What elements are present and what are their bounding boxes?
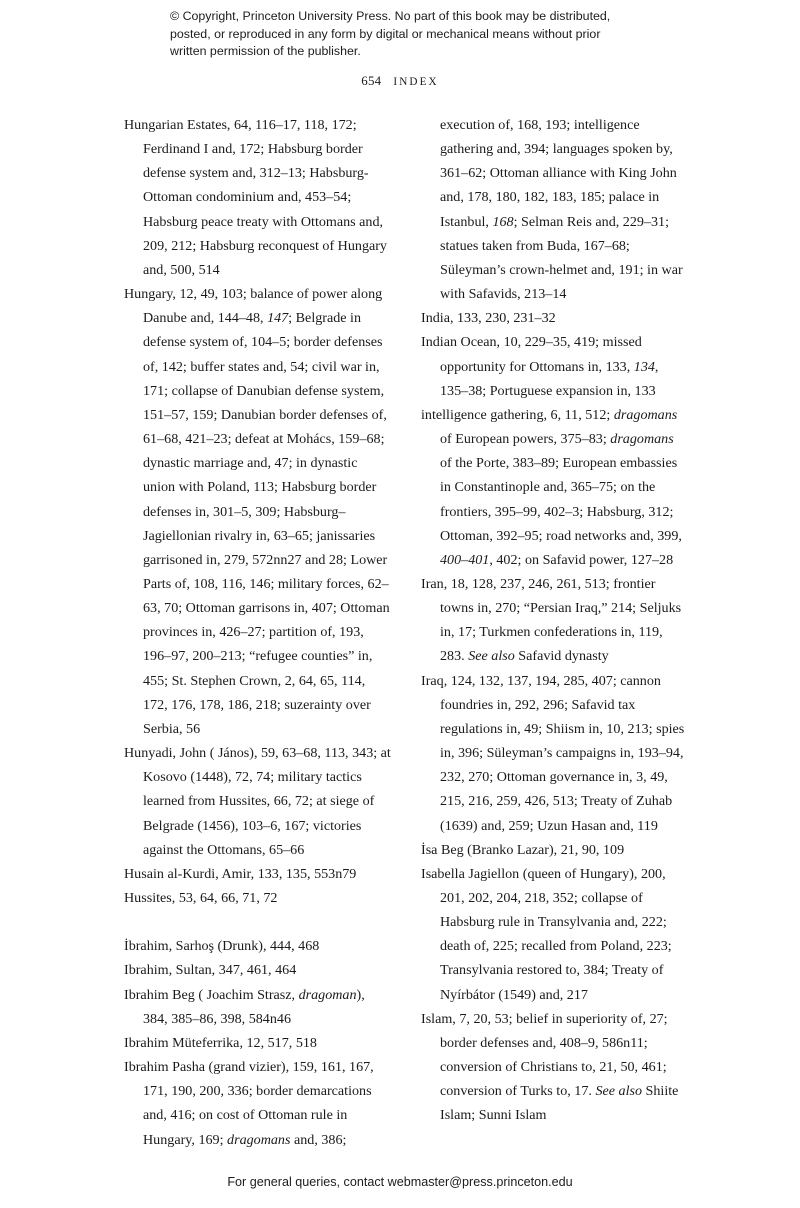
index-entry-hussites: Hussites, 53, 64, 66, 71, 72	[124, 890, 278, 906]
index-entry-ibrahim-muteferrika: Ibrahim Müteferrika, 12, 517, 518	[124, 1034, 317, 1051]
index-entry-isabella-jagiellon: Isabella Jagiellon (queen of Hungary), 200, 201, 202, 204, 218, 352; collapse of Habsburg rule in Transylvania and, 222; death of, 225; recalled from Poland, 223; Transylvania restored to, 384; Treaty of Nyírbátor (1549) and, 217	[421, 865, 672, 1003]
page-folio-number: 654	[361, 73, 382, 88]
index-entry-hungarian-estates: Hungarian Estates, 64, 116–17, 118, 172; Ferdinand I and, 172; Habsburg border defense system and, 312–13; Habsburg-Ottoman condominium and, 453–54; Habsburg peace treaty with Ottomans and, 209, 212; Habsburg reconquest of Hungary and, 500, 514	[124, 117, 387, 278]
index-entry-ibrahim-sarhos: İbrahim, Sarhoş (Drunk), 444, 468	[124, 938, 320, 955]
index-body	[124, 113, 688, 1148]
index-column-right	[421, 113, 688, 1124]
index-entry-hunyadi-john: Hunyadi, John ( János), 59, 63–68, 113, 343; at Kosovo (1448), 72, 74; military tactics learned from Hussites, 66, 72; at siege of Belgrade (1456), 103–6, 167; victories against the Ottomans, 65–66	[124, 745, 391, 858]
index-entry-ibrahim-pasha: Ibrahim Pasha (grand vizier), 159, 161, 167, 171, 190, 200, 336; border demarcations and, 416; on cost of Ottoman rule in Hungary, 169; dragomans and, 386;	[124, 1059, 374, 1148]
index-entry-ibrahim-sultan: Ibrahim, Sultan, 347, 461, 464	[124, 962, 297, 979]
index-entry-husain-al-kurdi: Husain al-Kurdi, Amir, 133, 135, 553n79	[124, 865, 357, 882]
index-entry-indian-ocean: Indian Ocean, 10, 229–35, 419; missed opportunity for Ottomans in, 133, 134, 135–38; Portuguese expansion in, 133	[421, 334, 659, 399]
index-column-left	[124, 113, 391, 1148]
index-entry-iraq: Iraq, 124, 132, 137, 194, 285, 407; cannon foundries in, 292, 296; Safavid tax regulations in, 49; Shiism in, 10, 213; spies in, 396; Süleyman’s campaigns in, 193–94, 232, 270; Ottoman governance in, 3, 49, 215, 216, 259, 426, 513; Treaty of Zuhab (1639) and, 259; Uzun Hasan and, 119	[421, 672, 685, 834]
index-entry-iran: Iran, 18, 128, 237, 246, 261, 513; frontier towns in, 270; “Persian Iraq,” 214; Seljuks in, 17; Turkmen confederations in, 119, 283. See also Safavid dynasty	[421, 575, 682, 665]
footer-notice: For general queries, contact webmaster@press.princeton.edu	[227, 1175, 573, 1189]
index-entry-intelligence-gathering: intelligence gathering, 6, 11, 512; dragomans of European powers, 375–83; dragomans of the Porte, 383–89; European embassies in Constantinople and, 365–75; on the frontiers, 395–99, 402–3; Habsburg, 312; Ottoman, 392–95; road networks and, 399, 400–401, 402; on Safavid power, 127–28	[421, 406, 682, 568]
copyright-notice: © Copyright, Princeton University Press. No part of this book may be distributed, posted, or reproduced in any form by digital or mechanical means without prior written permission of the publisher.	[170, 9, 611, 59]
index-entry-islam: Islam, 7, 20, 53; belief in superiority of, 27; border defenses and, 408–9, 586n11; conversion of Christians to, 21, 50, 461; conversion of Turks to, 17. See also Shiite Islam; Sunni Islam	[421, 1010, 679, 1124]
running-head	[0, 73, 800, 89]
index-entry-ibrahim-pasha-continued: execution of, 168, 193; intelligence gathering and, 394; languages spoken by, 361–62; Ottoman alliance with King John and, 178, 180, 182, 183, 185; palace in Istanbul, 168; Selman Reis and, 229–31; statues taken from Buda, 167–68; Süleyman’s crown-helmet and, 191; in war with Safavids, 213–14	[440, 117, 683, 303]
running-head-label: INDEX	[393, 76, 439, 88]
index-entry-isa-beg: İsa Beg (Branko Lazar), 21, 90, 109	[421, 841, 625, 858]
index-entry-india: India, 133, 230, 231–32	[421, 310, 556, 327]
index-entry-hungary: Hungary, 12, 49, 103; balance of power along Danube and, 144–48, 147; Belgrade in defense system of, 104–5; border defenses of, 142; buffer states and, 54; civil war in, 171; collapse of Danubian defense system, 151–57, 159; Danubian border defenses of, 61–68, 421–23; defeat at Mohács, 159–68; dynastic marriage and, 47; in dynastic union with Poland, 113; Habsburg border defenses in, 301–5, 309; Habsburg–Jagiellonian rivalry in, 63–65; janissaries garrisoned in, 279, 572nn27 and 28; Lower Parts of, 108, 116, 146; military forces, 62–63, 70; Ottoman garrisons in, 407; Ottoman provinces in, 426–27; partition of, 193, 196–97, 200–213; “refugee counties” in, 455; St. Stephen Crown, 2, 64, 65, 114, 172, 176, 178, 186, 218; suzerainty over Serbia, 56	[124, 286, 390, 737]
index-entry-ibrahim-beg: Ibrahim Beg ( Joachim Strasz, dragoman), 384, 385–86, 398, 584n46	[124, 986, 365, 1027]
